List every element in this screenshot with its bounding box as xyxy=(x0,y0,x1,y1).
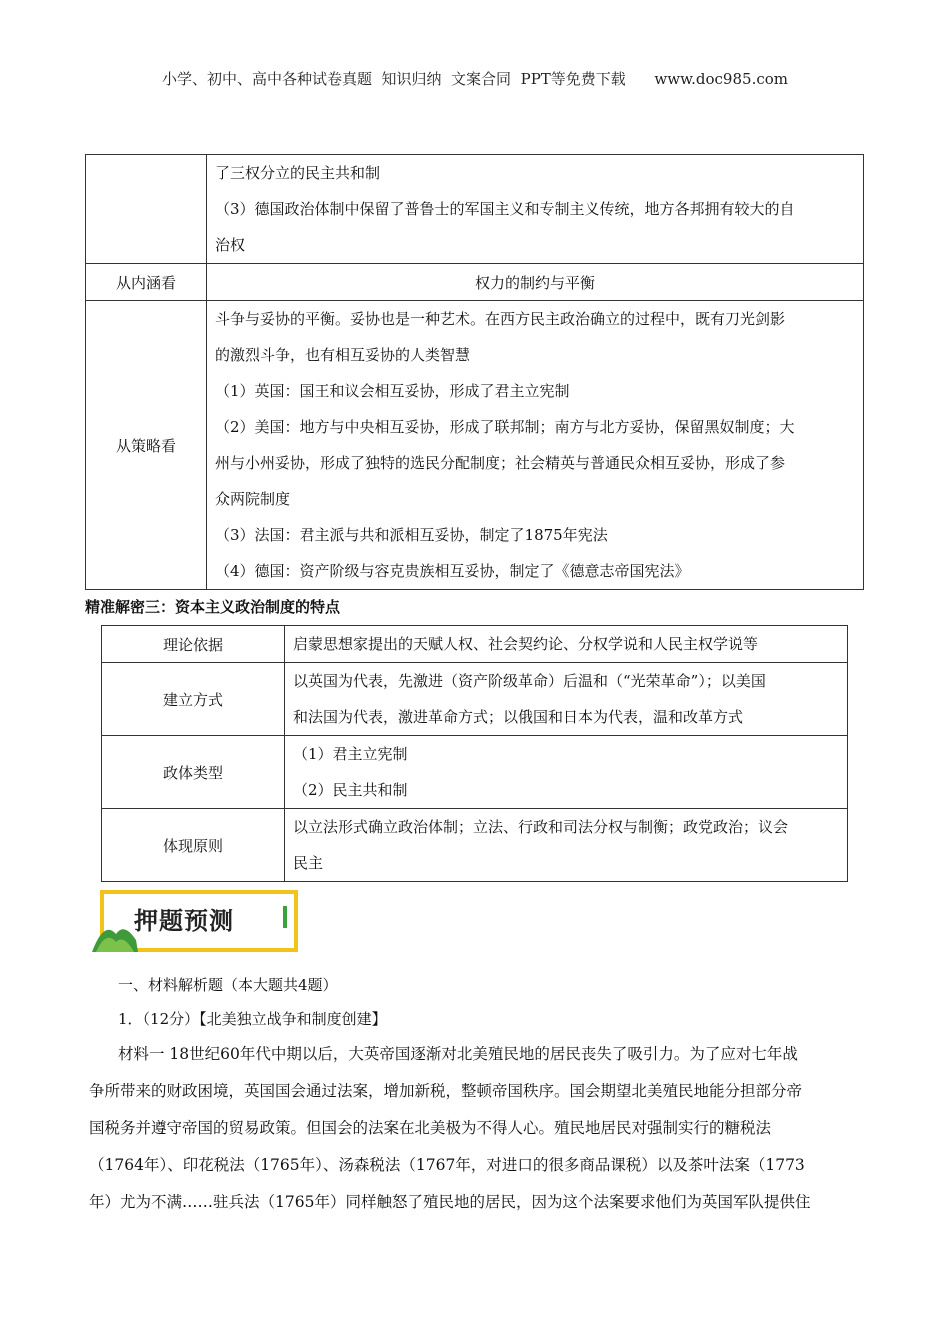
material-line: （1764年）、印花税法（1765年）、汤森税法（1767年，对进口的很多商品课税）以及茶叶法案（1773 xyxy=(89,1156,805,1174)
banner-accent-mark xyxy=(283,906,287,928)
table-row xyxy=(102,736,848,809)
text-line: 的激烈斗争，也有相互妥协的人类智慧 xyxy=(215,346,471,364)
text-line: （4）德国：资产阶级与容克贵族相互妥协，制定了《德意志帝国宪法》 xyxy=(215,562,690,580)
row-label: 理论依据 xyxy=(102,626,285,663)
text-line: 州与小州妥协，形成了独特的选民分配制度；社会精英与普通民众相互妥协，形成了参 xyxy=(215,454,786,472)
row-label: 建立方式 xyxy=(102,663,285,736)
text-line: 众两院制度 xyxy=(215,490,291,508)
material-line: 材料一 18世纪60年代中期以后，大英帝国逐渐对北美殖民地的居民丧失了吸引力。为了应对七年战 xyxy=(118,1045,798,1063)
table-row xyxy=(102,663,848,736)
table-row xyxy=(86,155,864,264)
text-line: 斗争与妥协的平衡。妥协也是一种艺术。在西方民主政治确立的过程中，既有刀光剑影 xyxy=(215,310,786,328)
table-cell-empty xyxy=(86,155,207,264)
row-label-strategy: 从策略看 xyxy=(86,301,207,590)
text-line: （3）德国政治体制中保留了普鲁士的军国主义和专制主义传统，地方各邦拥有较大的自 xyxy=(215,200,795,218)
table-row xyxy=(86,264,864,301)
text-line: 了三权分立的民主共和制 xyxy=(215,164,381,182)
text-line: 和法国为代表，激进革命方式；以俄国和日本为代表，温和改革方式 xyxy=(293,708,744,726)
section-title: 精准解密三：资本主义政治制度的特点 xyxy=(85,598,341,616)
table-row xyxy=(102,626,848,663)
text-line: 以英国为代表，先激进（资产阶级革命）后温和（“光荣革命”）；以美国 xyxy=(293,672,766,690)
table-row xyxy=(102,809,848,882)
strategy-table xyxy=(85,154,864,590)
table-row xyxy=(86,301,864,590)
text-line: （2）美国：地方与中央相互妥协，形成了联邦制；南方与北方妥协，保留黑奴制度；大 xyxy=(215,418,795,436)
banner-title: 押题预测 xyxy=(134,907,234,935)
text-line: （1）君主立宪制 xyxy=(293,745,408,763)
row-value-connotation: 权力的制约与平衡 xyxy=(207,264,864,301)
table-cell-text xyxy=(285,626,848,663)
page-header: 小学、初中、高中各种试卷真题 知识归纳 文案合同 PPT等免费下载 www.doc985.com xyxy=(161,70,788,88)
text-line: 民主 xyxy=(293,854,324,872)
text-line: 启蒙思想家提出的天赋人权、社会契约论、分权学说和人民主权学说等 xyxy=(293,635,759,653)
row-label: 政体类型 xyxy=(102,736,285,809)
table-cell-text xyxy=(285,809,848,882)
material-line: 争所带来的财政困境，英国国会通过法案，增加新税，整顿帝国秩序。国会期望北美殖民地能分担部分帝 xyxy=(89,1082,803,1100)
material-line: 国税务并遵守帝国的贸易政策。但国会的法案在北美极为不得人心。殖民地居民对强制实行的糖税法 xyxy=(89,1119,772,1137)
question-section-heading: 一、材料解析题（本大题共4题） xyxy=(118,976,338,994)
text-line: 治权 xyxy=(215,236,246,254)
row-label-connotation: 从内涵看 xyxy=(86,264,207,301)
features-table xyxy=(101,625,848,882)
material-line: 年）尤为不满……驻兵法（1765年）同样触怒了殖民地的居民，因为这个法案要求他们为英国军队提供住 xyxy=(89,1193,811,1211)
text-line: （1）英国：国王和议会相互妥协，形成了君主立宪制 xyxy=(215,382,570,400)
table-cell-text xyxy=(285,663,848,736)
table-cell-text xyxy=(207,301,864,590)
prediction-banner xyxy=(92,888,292,952)
table-cell-text xyxy=(207,155,864,264)
text-line: （3）法国：君主派与共和派相互妥协，制定了1875年宪法 xyxy=(215,526,608,544)
table-cell-text xyxy=(285,736,848,809)
question-1-title: 1．（12分）【北美独立战争和制度创建】 xyxy=(118,1010,387,1028)
text-line: （2）民主共和制 xyxy=(293,781,408,799)
row-label: 体现原则 xyxy=(102,809,285,882)
text-line: 以立法形式确立政治体制；立法、行政和司法分权与制衡；政党政治；议会 xyxy=(293,818,789,836)
